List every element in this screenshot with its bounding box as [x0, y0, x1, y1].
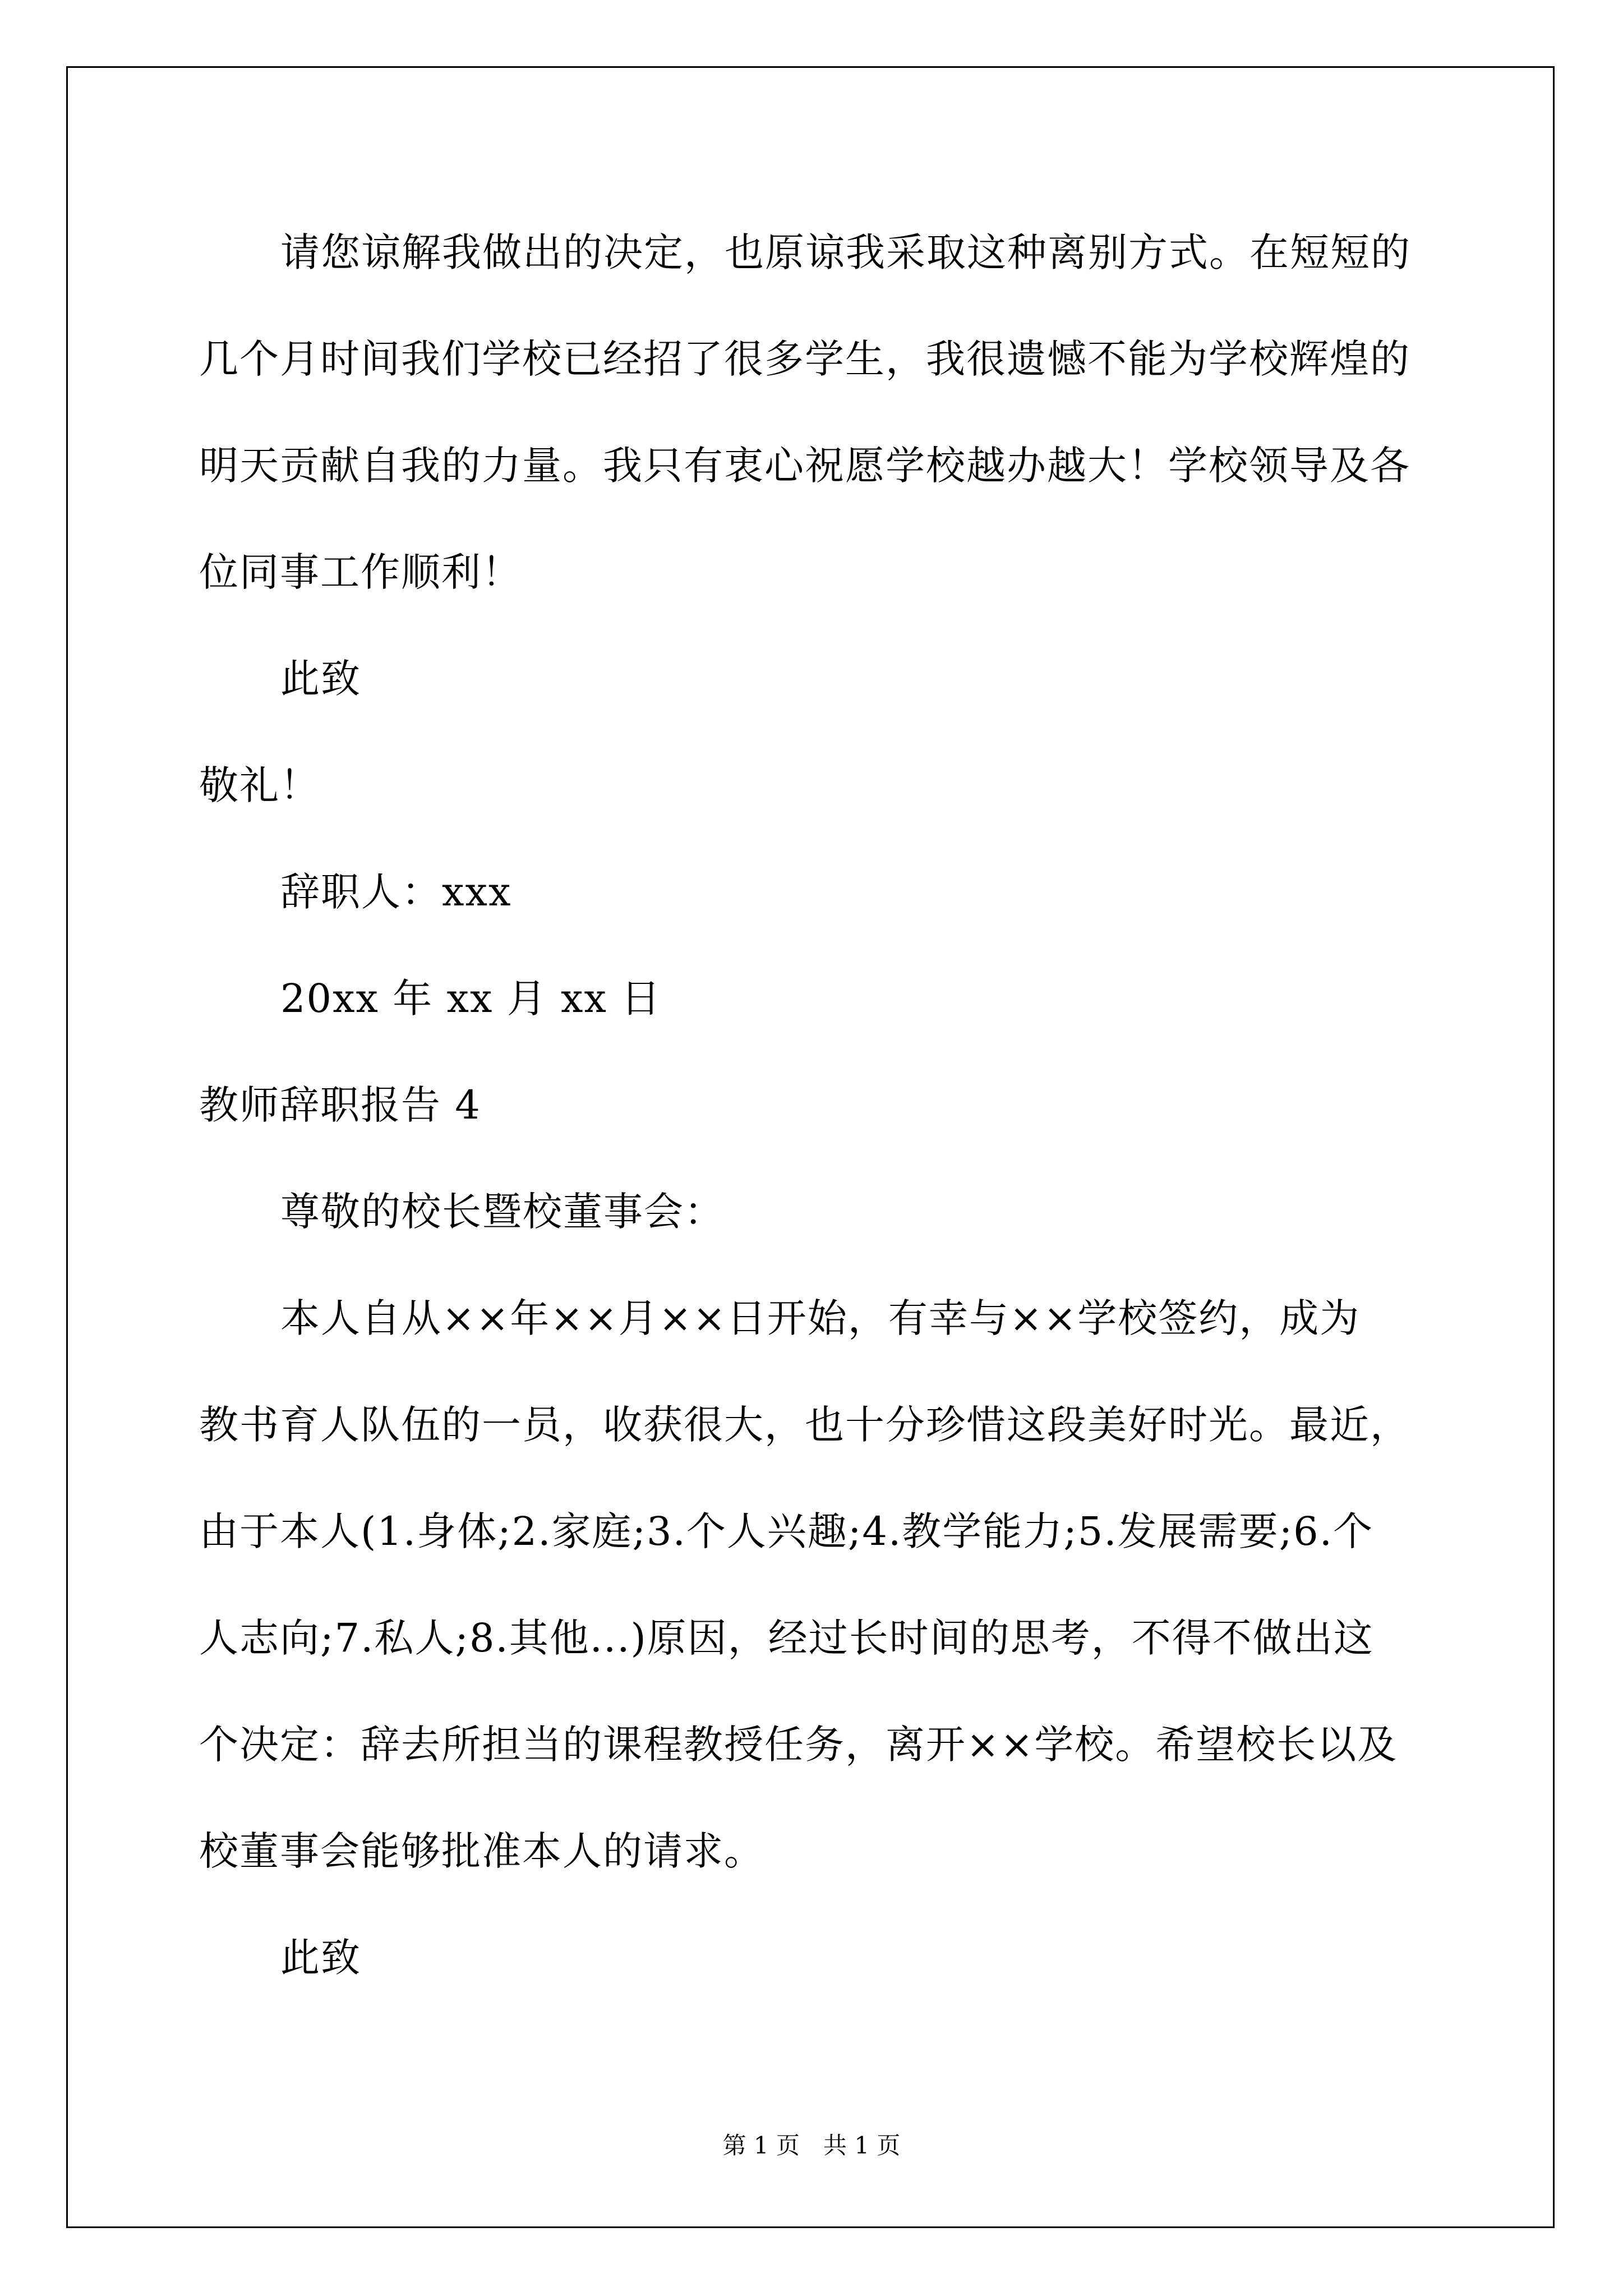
paragraph-line: 明天贡献自我的力量。我只有衷心祝愿学校越办越大！学校领导及各	[199, 443, 1410, 489]
page-border	[66, 66, 1555, 2228]
closing-salutation: 此致	[280, 656, 361, 702]
paragraph-line: 由于本人(1.身体;2.家庭;3.个人兴趣;4.教学能力;5.发展需要;6.个	[199, 1508, 1373, 1554]
paragraph-line: 人志向;7.私人;8.其他...)原因，经过长时间的思考，不得不做出这	[199, 1615, 1374, 1661]
paragraph-line: 个决定：辞去所担当的课程教授任务，离开××学校。希望校长以及	[199, 1722, 1398, 1768]
paragraph-line: 本人自从××年××月××日开始，有幸与××学校签约，成为	[280, 1295, 1361, 1341]
page-number-footer: 第 1 页 共 1 页	[722, 2132, 901, 2159]
paragraph-line: 校董事会能够批准本人的请求。	[199, 1828, 764, 1874]
date-line: 20xx 年 xx 月 xx 日	[280, 976, 662, 1022]
closing-salutation: 此致	[280, 1935, 361, 1981]
section-heading: 教师辞职报告 4	[199, 1082, 481, 1128]
closing-regards: 敬礼！	[199, 762, 320, 808]
signature-line: 辞职人：xxx	[280, 869, 512, 915]
paragraph-line: 位同事工作顺利！	[199, 549, 522, 595]
paragraph-line: 请您谅解我做出的决定，也原谅我采取这种离别方式。在短短的	[280, 229, 1411, 275]
paragraph-line: 几个月时间我们学校已经招了很多学生，我很遗憾不能为学校辉煌的	[199, 336, 1410, 382]
paragraph-line: 教书育人队伍的一员，收获很大，也十分珍惜这段美好时光。最近，	[199, 1402, 1410, 1448]
letter-greeting: 尊敬的校长暨校董事会：	[280, 1189, 725, 1235]
